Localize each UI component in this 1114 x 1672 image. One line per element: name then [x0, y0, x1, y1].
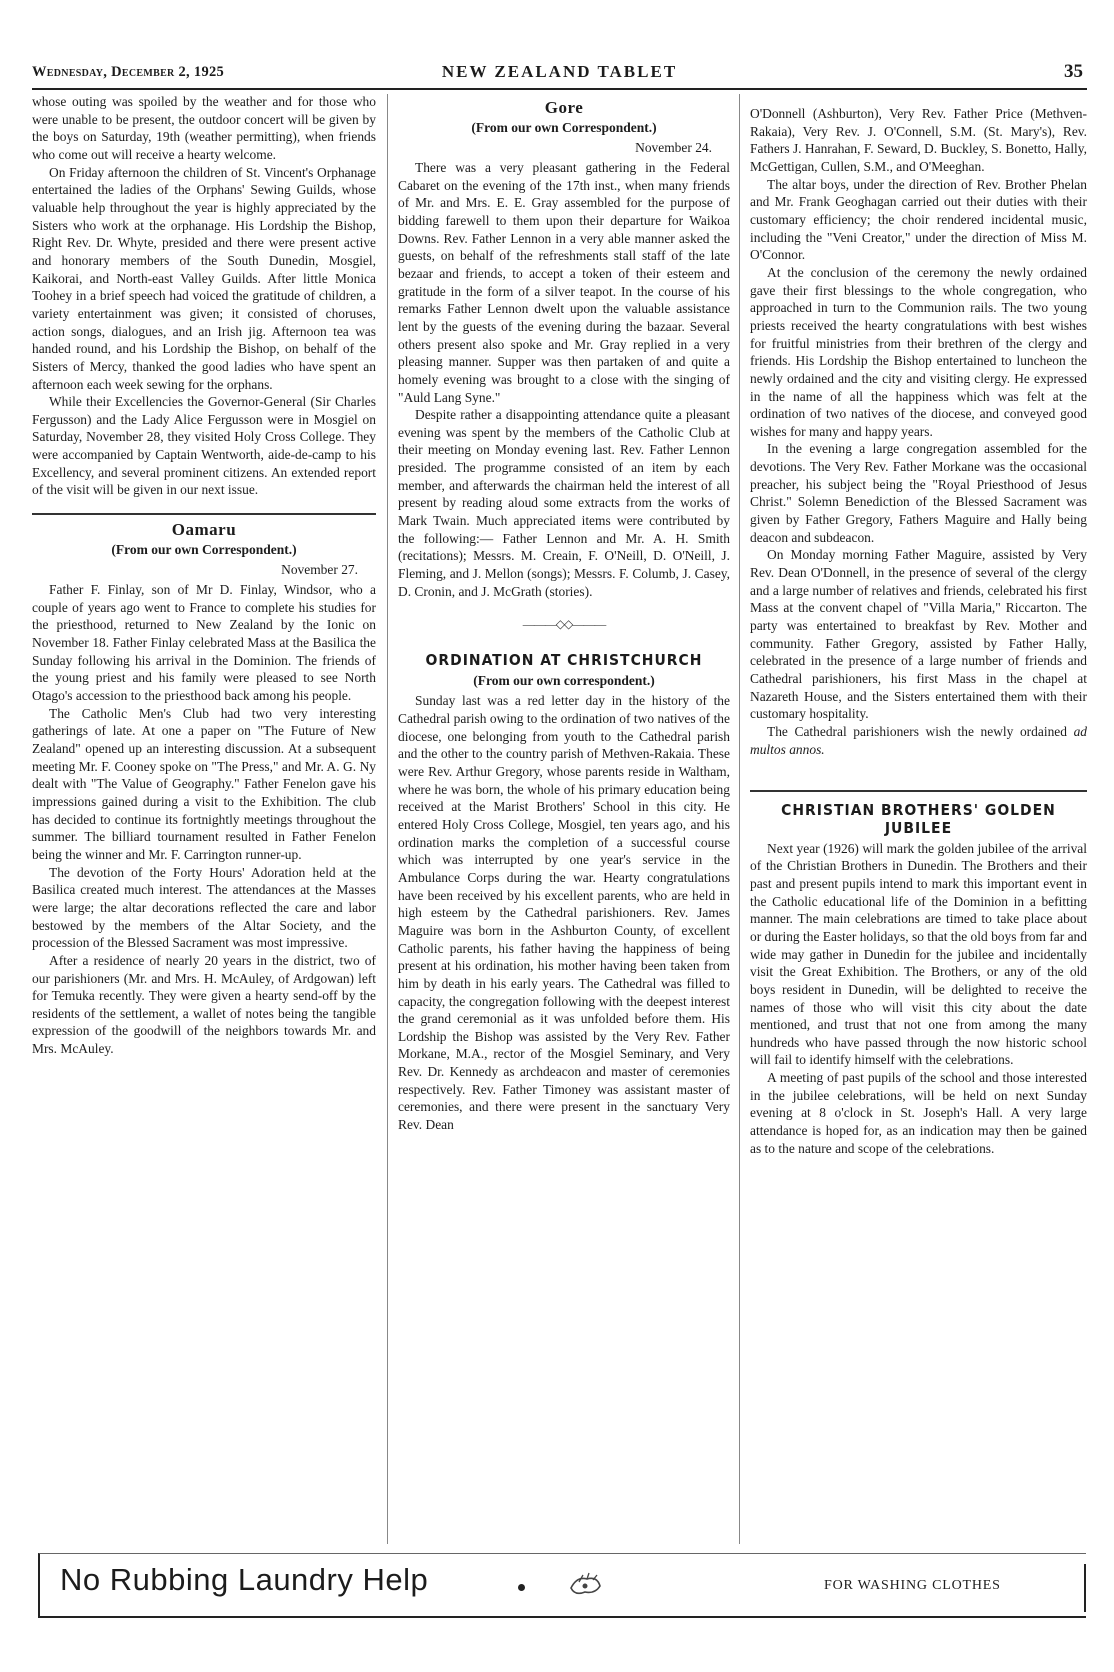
article-paragraph: Next year (1926) will mark the golden jubilee of the arrival of the Christian Brothers in Dunedin. The Brothers and their past and present pupils intend to mark this important event in the Catholic educational life of the Dominion in a befitting manner. The main celebrations are timed to take place about or during the Easter holidays, so that the old boys from far and wide may gather in Dunedin for the jubilee and incidentally visit the Great Exhibition. The Brothers, or any of the old boys resident in Dunedin, will be delighted to receive the names of those who will visit this city about the date mentioned, and trust that not one from among the many hundreds who have passed through the now historic school will fail to identify himself with the celebrations.	[750, 840, 1087, 1068]
article-paragraph: O'Donnell (Ashburton), Very Rev. Father Price (Methven-Rakaia), Very Rev. J. O'Connell, S.M. (St. Mary's), Rev. Fathers J. Hanrahan, F. Seward, D. Buckley, S. Bonetto, Hally, McGettigan, Cullen, S.M., and O'Meeghan.	[750, 106, 1087, 174]
column-left	[32, 93, 376, 1545]
article-paragraph: Sunday last was a red letter day in the history of the Cathedral parish owing to the ordination of two natives of the diocese, one belonging from youth to the Cathedral parish and the other to the country parish of Methven-Rakaia. These were Rev. Arthur Gregory, whose parents reside in Waltham, where he was born, the whole of his primary education being received at the Marist Brothers' School in this city. He entered Holy Cross College, Mosgiel, ten years ago, and his ordination marks the completion of a successful course which was interrupted by one year's service in the Ambulance Corps during the war. Hearty congratulations have been received by his excellent parents, who are held in high esteem by the Cathedral parishioners. Rev. James Maguire was born in the Ashburton County, of excellent Catholic parents, his father having the happiness of being present at his ordination, his mother having been taken from him by death in his early years. The Cathedral was filled to capacity, the congregation following with the deepest interest the grand ceremonial as it was unfolded before them. His Lordship the Bishop was assisted by the Very Rev. Father Morkane, M.A., rector of the Mosgiel Seminary, and Very Rev. Dr. Kennedy as archdeacon and master of ceremonies respectively. Rev. Father Timoney was assistant master of ceremonies, and there were present in the sanctuary Very Rev. Dean	[398, 693, 730, 1133]
column-rule-right	[739, 94, 740, 1544]
column-middle	[398, 97, 730, 1549]
article-paragraph: After a residence of nearly 20 years in the district, two of our parishioners (Mr. and Mrs. H. McAuley, of Ardgowan) left for Temuka recently. They were given a hearty send-off by the residents of the settlement, a wallet of notes being the tangible expression of the goodwill of the neighbors towards Mr. and Mrs. McAuley.	[32, 952, 376, 1057]
oamaru-byline: (From our own Correspondent.)	[111, 541, 297, 557]
article-paragraph: There was a very pleasant gathering in the Federal Cabaret on the evening of the 17th inst., when many friends of Mr. and Mrs. E. E. Gray assembled for the purpose of bidding farewell to them upon their departure for Waikoa Downs. Rev. Father Lennon in a very able manner asked the guests, on behalf of the refreshments stall staff of the late bezaar and friends, to accept a token of their esteem and gratitude in the form of a silver teapot. In the course of his remarks Father Lennon dwelt upon the valuable assistance lent by the guests of the evening during the bazaar. Several others present also spoke and Mr. Gray replied in a very pleasing manner. Supper was then partaken of and quite a homely evening was brought to a close with the singing of "Auld Lang Syne."	[398, 159, 730, 405]
article-paragraph: The Catholic Men's Club had two very interesting gatherings of late. At one a paper on "The Future of New Zealand" opened up an interesting discussion. At a subsequent meeting Mr. F. Cooney spoke on "The Press," and Mr. A. G. Ny dealt with "The Value of Geography." Father Fenelon gave his impressions gained during a visit to the Exhibition. The club has decided to continue its fortnightly meetings throughout the summer. The billiard tournament resulted in Father Fenelon being the winner and Mr. F. Carrington runner-up.	[32, 705, 376, 862]
section-rule	[32, 513, 376, 515]
article-paragraph	[750, 723, 1087, 758]
ordination-heading: ORDINATION AT CHRISTCHURCH	[425, 651, 703, 670]
bullet-dot	[518, 1584, 525, 1591]
page-header	[32, 62, 1087, 90]
closing-text: The Cathedral parishioners wish the newly ordained	[767, 723, 1074, 739]
column-right	[750, 105, 1087, 1557]
article-paragraph: The devotion of the Forty Hours' Adoration held at the Basilica created much interest. The attendances at the Masses were large; the altar decorations reflected the care and labor bestowed by the members of the Altar Society, and the procession of the Blessed Sacrament was most impressive.	[32, 864, 376, 951]
issue-date: Wednesday, December 2, 1925	[32, 64, 225, 80]
article-paragraph: The altar boys, under the direction of Rev. Brother Phelan and Mr. Frank Geoghagan carried out their duties with their customary efficiency; the choir rendered incidental music, including the "Veni Creator," under the direction of Miss M. O'Connor.	[750, 176, 1087, 263]
gore-dateline: November 24.	[635, 140, 712, 156]
closing-latin: ad multos annos.	[750, 723, 1087, 757]
column-rule-left	[387, 94, 388, 1544]
advertisement-banner	[38, 1553, 1086, 1618]
article-paragraph: In the evening a large congregation assembled for the devotions. The Very Rev. Father Morkane was the occasional preacher, his subject being the "Royal Priesthood of Jesus Christ." Solemn Benediction of the Blessed Sacrament was given by Father Gregory, Fathers Maguire and Hally being deacon and subdeacon.	[750, 441, 1087, 545]
ornamental-divider: ———◇◇———	[522, 617, 606, 632]
ordination-byline: (From our own correspondent.)	[473, 672, 655, 688]
article-paragraph: A meeting of past pupils of the school and those interested in the jubilee celebrations, will be held on next Sunday evening at 8 o'clock in St. Joseph's Hall. A very large attendance is hoped for, as an indication may then be gained as to the nature and scope of the celebrations.	[750, 1070, 1087, 1156]
oamaru-dateline: November 27.	[281, 562, 358, 578]
article-paragraph: On Monday morning Father Maguire, assisted by Very Rev. Dean O'Donnell, in the presence of several of the clergy and a large number of relatives and friends, celebrated his first Mass at the convent chapel of "Villa Maria," Riccarton. The party was entertained to breakfast by Rev. Mother and community. Father Gregory, assisted by Father Hally, celebrated in the presence of a large number of friends and Cathedral parishioners, his first Mass in the chapel at Nazareth House, and the Sisters entertained them with their customary hospitality.	[750, 547, 1087, 722]
oamaru-heading: Oamaru	[171, 520, 237, 540]
article-paragraph: On Friday afternoon the children of St. Vincent's Orphanage entertained the ladies of the Orphans' Sewing Guilds, whose valuable help throughout the year is highly appreciated by the Sisters who work at the orphanage. His Lordship the Bishop, Right Rev. Dr. Whyte, presided and there were present active and honorary members of the South Dunedin, Mosgiel, Kaikorai, and North-east Valley Guilds. After little Monica Toohey in a brief speech had voiced the gratitude of children, a variety entertainment was given; it consisted of choruses, action songs, dialogues, and an Irish jig. Afternoon tea was handed round, and his Lordship the Bishop, on behalf of the Sisters of Mercy, thanked the good ladies who have spent an afternoon each week sewing for the orphans.	[32, 164, 376, 392]
jubilee-heading: CHRISTIAN BROTHERS' GOLDEN JUBILEE	[781, 801, 1056, 837]
ad-tagline: FOR WASHING CLOTHES	[824, 1578, 1001, 1593]
ad-headline: No Rubbing Laundry Help	[60, 1562, 429, 1597]
article-paragraph: Father F. Finlay, son of Mr D. Finlay, Windsor, who a couple of years ago went to France to complete his studies for the priesthood, returned to New Zealand by the Ionic on November 18. Father Finlay celebrated Mass at the Basilica the Sunday following his arrival in the Dominion. The friends of the young priest and his family were pleased to see North Otago's accession to the priesthood back among his people.	[32, 582, 376, 703]
gore-byline: (From our own Correspondent.)	[471, 119, 657, 135]
article-paragraph: At the conclusion of the ceremony the newly ordained gave their first blessings to the whole congregation, who approached in turn to the Communion rails. The two young priests received the hearty congratulations with best wishes for fruitful ministries from their brethren of the clergy and friends. His Lordship the Bishop entertained to luncheon the newly ordained and the city and visiting clergy. He expressed in the name of all the happiness which was felt at the ordination of two natives of the diocese, and conveyed good wishes for many and happy years.	[750, 264, 1087, 439]
section-rule	[750, 790, 1087, 792]
article-paragraph: Despite rather a disappointing attendance quite a pleasant evening was spent by the members of the Catholic Club at their meeting on Monday evening last. Rev. Father Lennon presided. The programme consisted of an item by each member, and afterwards the chairman held the interest of all present by reading aloud some extracts from the works of Mark Twain. Much appreciated items were contributed by the following:— Father Lennon and Mr. A. H. Smith (recitations); Messrs. M. Creain, F. O'Neill, D. O'Neill, J. Fleming, and J. Mellon (songs); Messrs. F. Columb, J. Casey, D. Cronin, and J. McGrath (stories).	[398, 407, 730, 599]
article-paragraph: While their Excellencies the Governor-General (Sir Charles Fergusson) and the Lady Alice Fergusson were in Mosgiel on Saturday, November 28, they visited Holy Cross College. They were accompanied by Captain Wentworth, aide-de-camp to his Excellency, and several prominent citizens. An extended report of the visit will be given in our next issue.	[32, 394, 376, 498]
masthead-title: NEW ZEALAND TABLET	[441, 62, 678, 81]
emblem-icon	[565, 1570, 605, 1600]
gore-heading: Gore	[544, 98, 584, 117]
article-paragraph: whose outing was spoiled by the weather and for those who were unable to be present, the outdoor concert will be given by the boys on Saturday, 19th (weather permitting), when friends who come out will receive a hearty welcome.	[32, 94, 376, 162]
page-number: 35	[1064, 61, 1083, 82]
